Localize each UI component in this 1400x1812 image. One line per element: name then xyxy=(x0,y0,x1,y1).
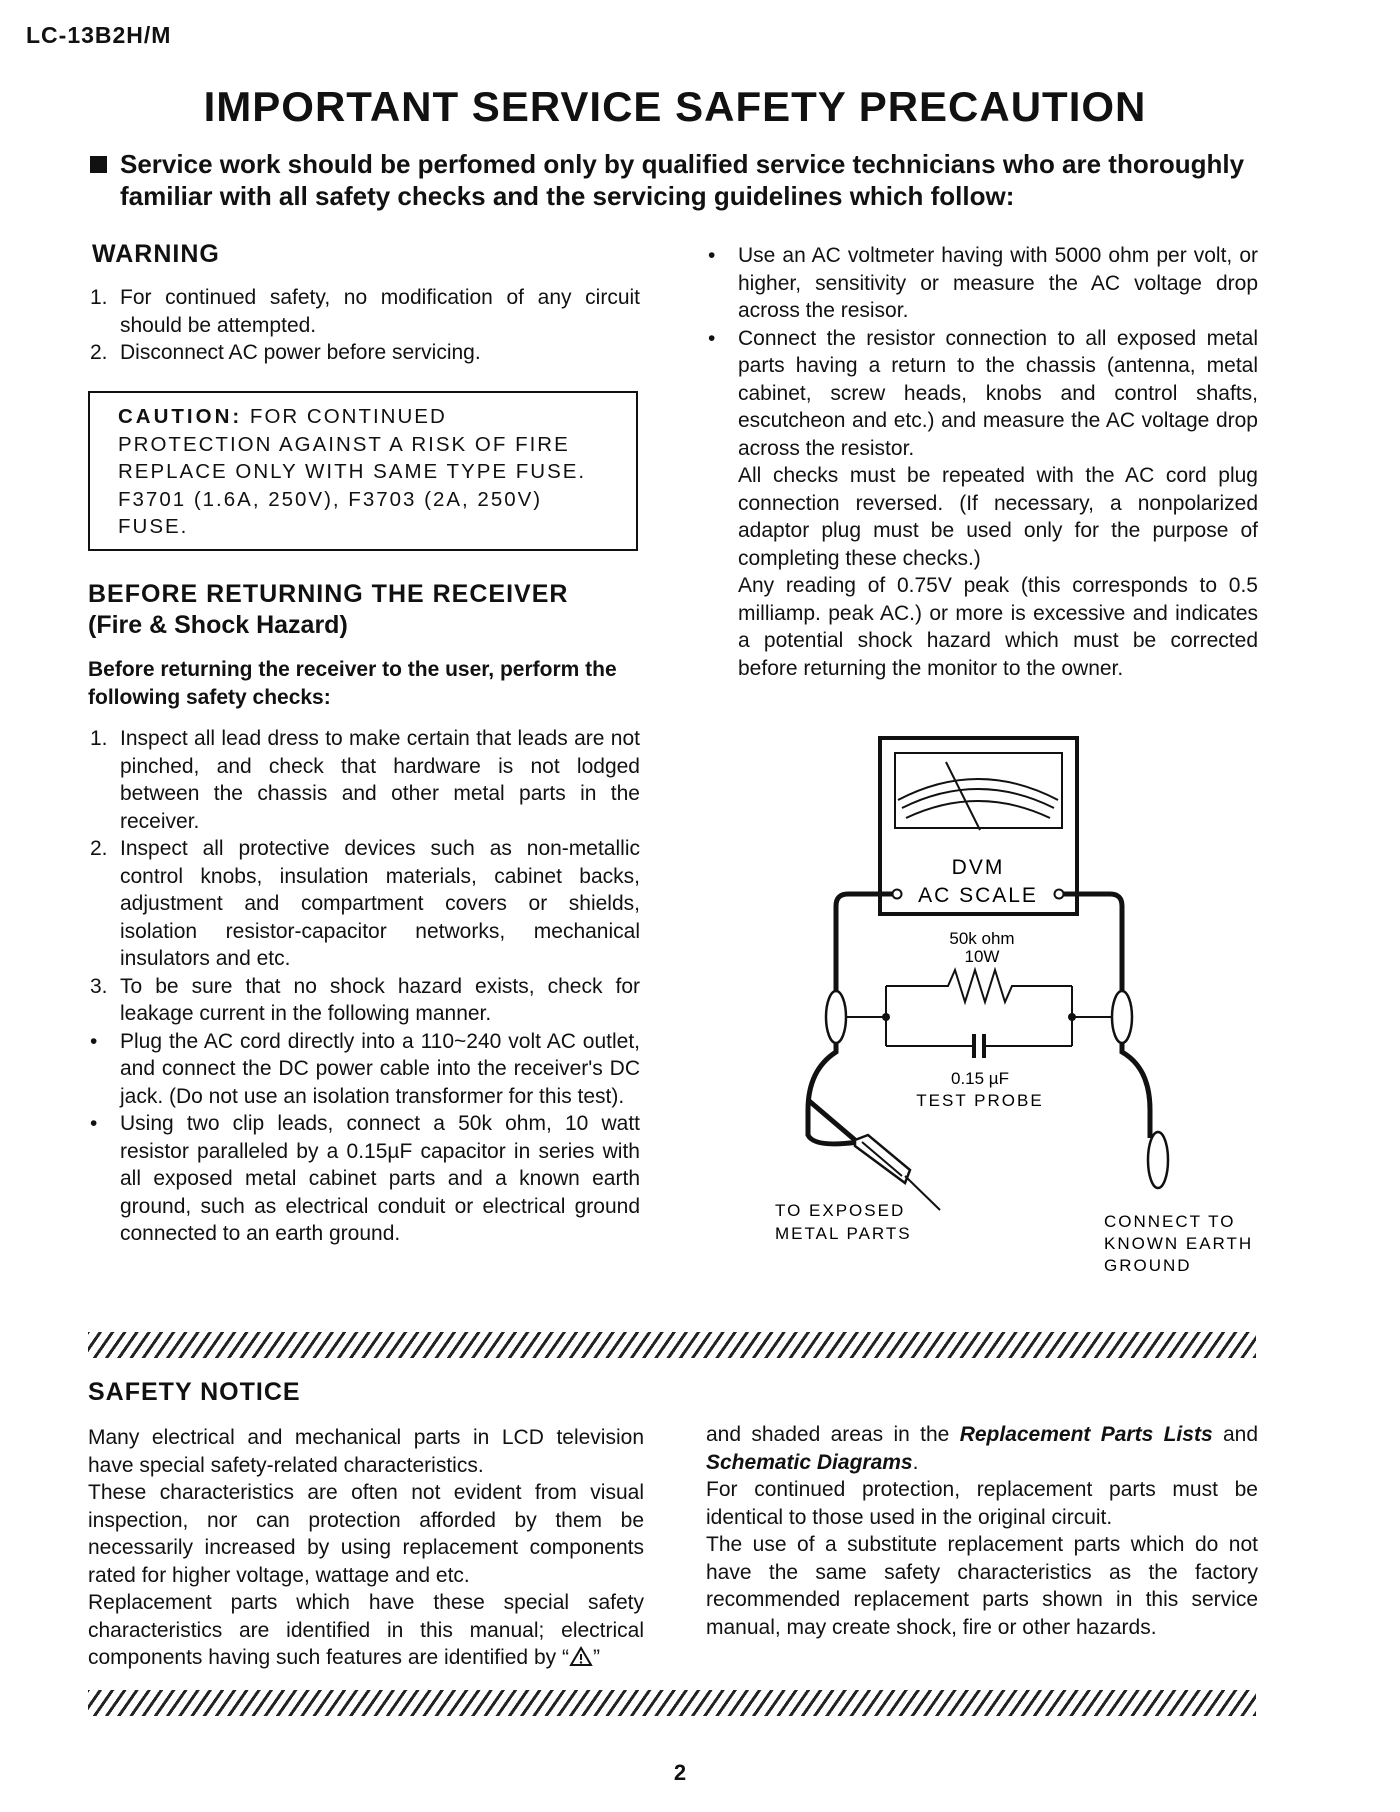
probe-tip xyxy=(905,1176,940,1210)
test-probe-label: TEST PROBE xyxy=(916,1091,1044,1110)
safety-notice-heading: SAFETY NOTICE xyxy=(88,1378,301,1406)
meter-needle xyxy=(946,762,980,830)
earth-ground-label-1: CONNECT TO xyxy=(1104,1212,1236,1231)
hatched-divider xyxy=(88,1332,1256,1358)
right-probe-lead xyxy=(1122,1042,1150,1138)
caution-label: CAUTION: xyxy=(118,405,243,428)
meter-label-dvm: DVM xyxy=(951,856,1005,879)
paragraph: Any reading of 0.75V peak (this corresponds to 0.5 milliamp. peak AC.) or more is excessive and indicates a potential shock hazard which must be corrected before returning the monitor to the owner. xyxy=(738,574,1258,680)
schematic-reference: Schematic Diagrams xyxy=(706,1450,913,1474)
right-clip xyxy=(1112,991,1132,1043)
caution-text: FOR CONTINUED PROTECTION AGAINST A RISK OF FIRE REPLACE ONLY WITH SAME TYPE FUSE. F3701 (1.6A, 250V), F3703 (2A, 250V) FUSE. xyxy=(118,405,587,538)
model-number: LC-13B2H/M xyxy=(26,22,172,48)
left-probe-lead xyxy=(808,1042,858,1144)
meter-label-ac-scale: AC SCALE xyxy=(918,884,1038,907)
left-meter-wire xyxy=(836,894,892,992)
hatched-divider xyxy=(88,1690,1256,1716)
page-number: 2 xyxy=(673,1760,687,1785)
list-item: 2. Disconnect AC power before servicing. xyxy=(90,341,481,364)
list-item: • Using two clip leads, connect a 50k ohm, 10 watt resistor paralleled by a 0.15µF capacitor in series with all exposed metal cabinet parts and a known earth ground, such as electrical conduit or electrical ground connected to an earth ground. xyxy=(90,1112,640,1245)
capacitor-label: 0.15 µF xyxy=(951,1069,1009,1088)
list-item: • Plug the AC cord directly into a 110~240 volt AC outlet, and connect the DC power cable into the receiver's DC jack. (Do not use an isolation transformer for this test). xyxy=(90,1029,640,1108)
safety-notice-right xyxy=(706,1421,1258,1641)
safety-notice-left xyxy=(88,1424,644,1672)
resistor-label-watt: 10W xyxy=(964,947,1000,966)
paragraph: These characteristics are often not evident from visual inspection, nor can protection afforded by them be necessarily increased by using replacement components rated for higher voltage, wattage and etc. xyxy=(88,1481,644,1587)
exposed-parts-label-2: METAL PARTS xyxy=(775,1224,912,1243)
list-item: 2. Inspect all protective devices such as non-metallic control knobs, insulation materials, cabinet backs, adjustment and compartment covers or shields, isolation resistor-capacitor networks, mechanical insulators and etc. xyxy=(90,837,640,970)
right-meter-wire xyxy=(1064,894,1122,992)
paragraph: All checks must be repeated with the AC cord plug connection reversed. (If necessary, a nonpolarized adaptor plug must be used only for the purpose of completing these checks.) xyxy=(738,464,1258,570)
list-item: • Use an AC voltmeter having with 5000 ohm per volt, or higher, sensitivity or measure the AC voltage drop across the resisor. xyxy=(708,244,1258,322)
left-terminal xyxy=(893,890,902,899)
parts-lists-reference: Replacement Parts Lists xyxy=(959,1423,1213,1446)
warning-heading: WARNING xyxy=(92,240,220,268)
warning-triangle-icon xyxy=(569,1646,593,1667)
before-returning-lead: Before returning the receiver to the user, perform the following safety checks: xyxy=(88,658,617,709)
page-title: IMPORTANT SERVICE SAFETY PRECAUTION xyxy=(203,83,1147,130)
earth-ground-label-2: KNOWN EARTH xyxy=(1104,1234,1254,1253)
earth-ground-label-3: GROUND xyxy=(1104,1256,1192,1275)
paragraph: Replacement parts which have these special safety characteristics are identified in this manual; electrical components having such features are identified by “ ” xyxy=(88,1591,644,1669)
resistor-symbol xyxy=(886,970,1072,1002)
earth-ground-clip xyxy=(1148,1132,1168,1188)
paragraph: The use of a substitute replacement parts which do not have the same safety characteristics as the factory recommended replacement parts shown in this service manual, may create shock, fire or other hazards. xyxy=(706,1533,1258,1639)
paragraph: and shaded areas in the Replacement Parts Lists and Schematic Diagrams. xyxy=(706,1423,1258,1474)
list-item: 1. Inspect all lead dress to make certain that leads are not pinched, and check that hardware is not lodged between the chassis and other metal parts in the receiver. xyxy=(90,727,640,833)
exposed-parts-label-1: TO EXPOSED xyxy=(775,1201,906,1220)
list-item: 1. For continued safety, no modification of any circuit should be attempted. xyxy=(90,286,640,337)
right-terminal xyxy=(1055,890,1064,899)
before-returning-subheading: (Fire & Shock Hazard) xyxy=(88,611,348,639)
list-item: • Connect the resistor connection to all exposed metal parts having a return to the chassis (antenna, metal cabinet, screw heads, knobs and control shafts, escutcheon and etc.) and measure the AC voltage drop across the resistor. xyxy=(708,326,1258,460)
intro-text: Service work should be perfomed only by qualified service technicians who are thoroughly familiar with all safety checks and the servicing guidelines which follow: xyxy=(120,149,1245,211)
paragraph: Many electrical and mechanical parts in LCD television have special safety-related characteristics. xyxy=(88,1426,644,1477)
paragraph: For continued protection, replacement parts must be identical to those used in the original circuit. xyxy=(706,1478,1258,1529)
before-returning-heading: BEFORE RETURNING THE RECEIVER xyxy=(88,580,569,608)
left-clip xyxy=(826,991,846,1043)
list-item: 3. To be sure that no shock hazard exists, check for leakage current in the following manner. xyxy=(90,974,640,1025)
resistor-label-value: 50k ohm xyxy=(949,929,1015,948)
